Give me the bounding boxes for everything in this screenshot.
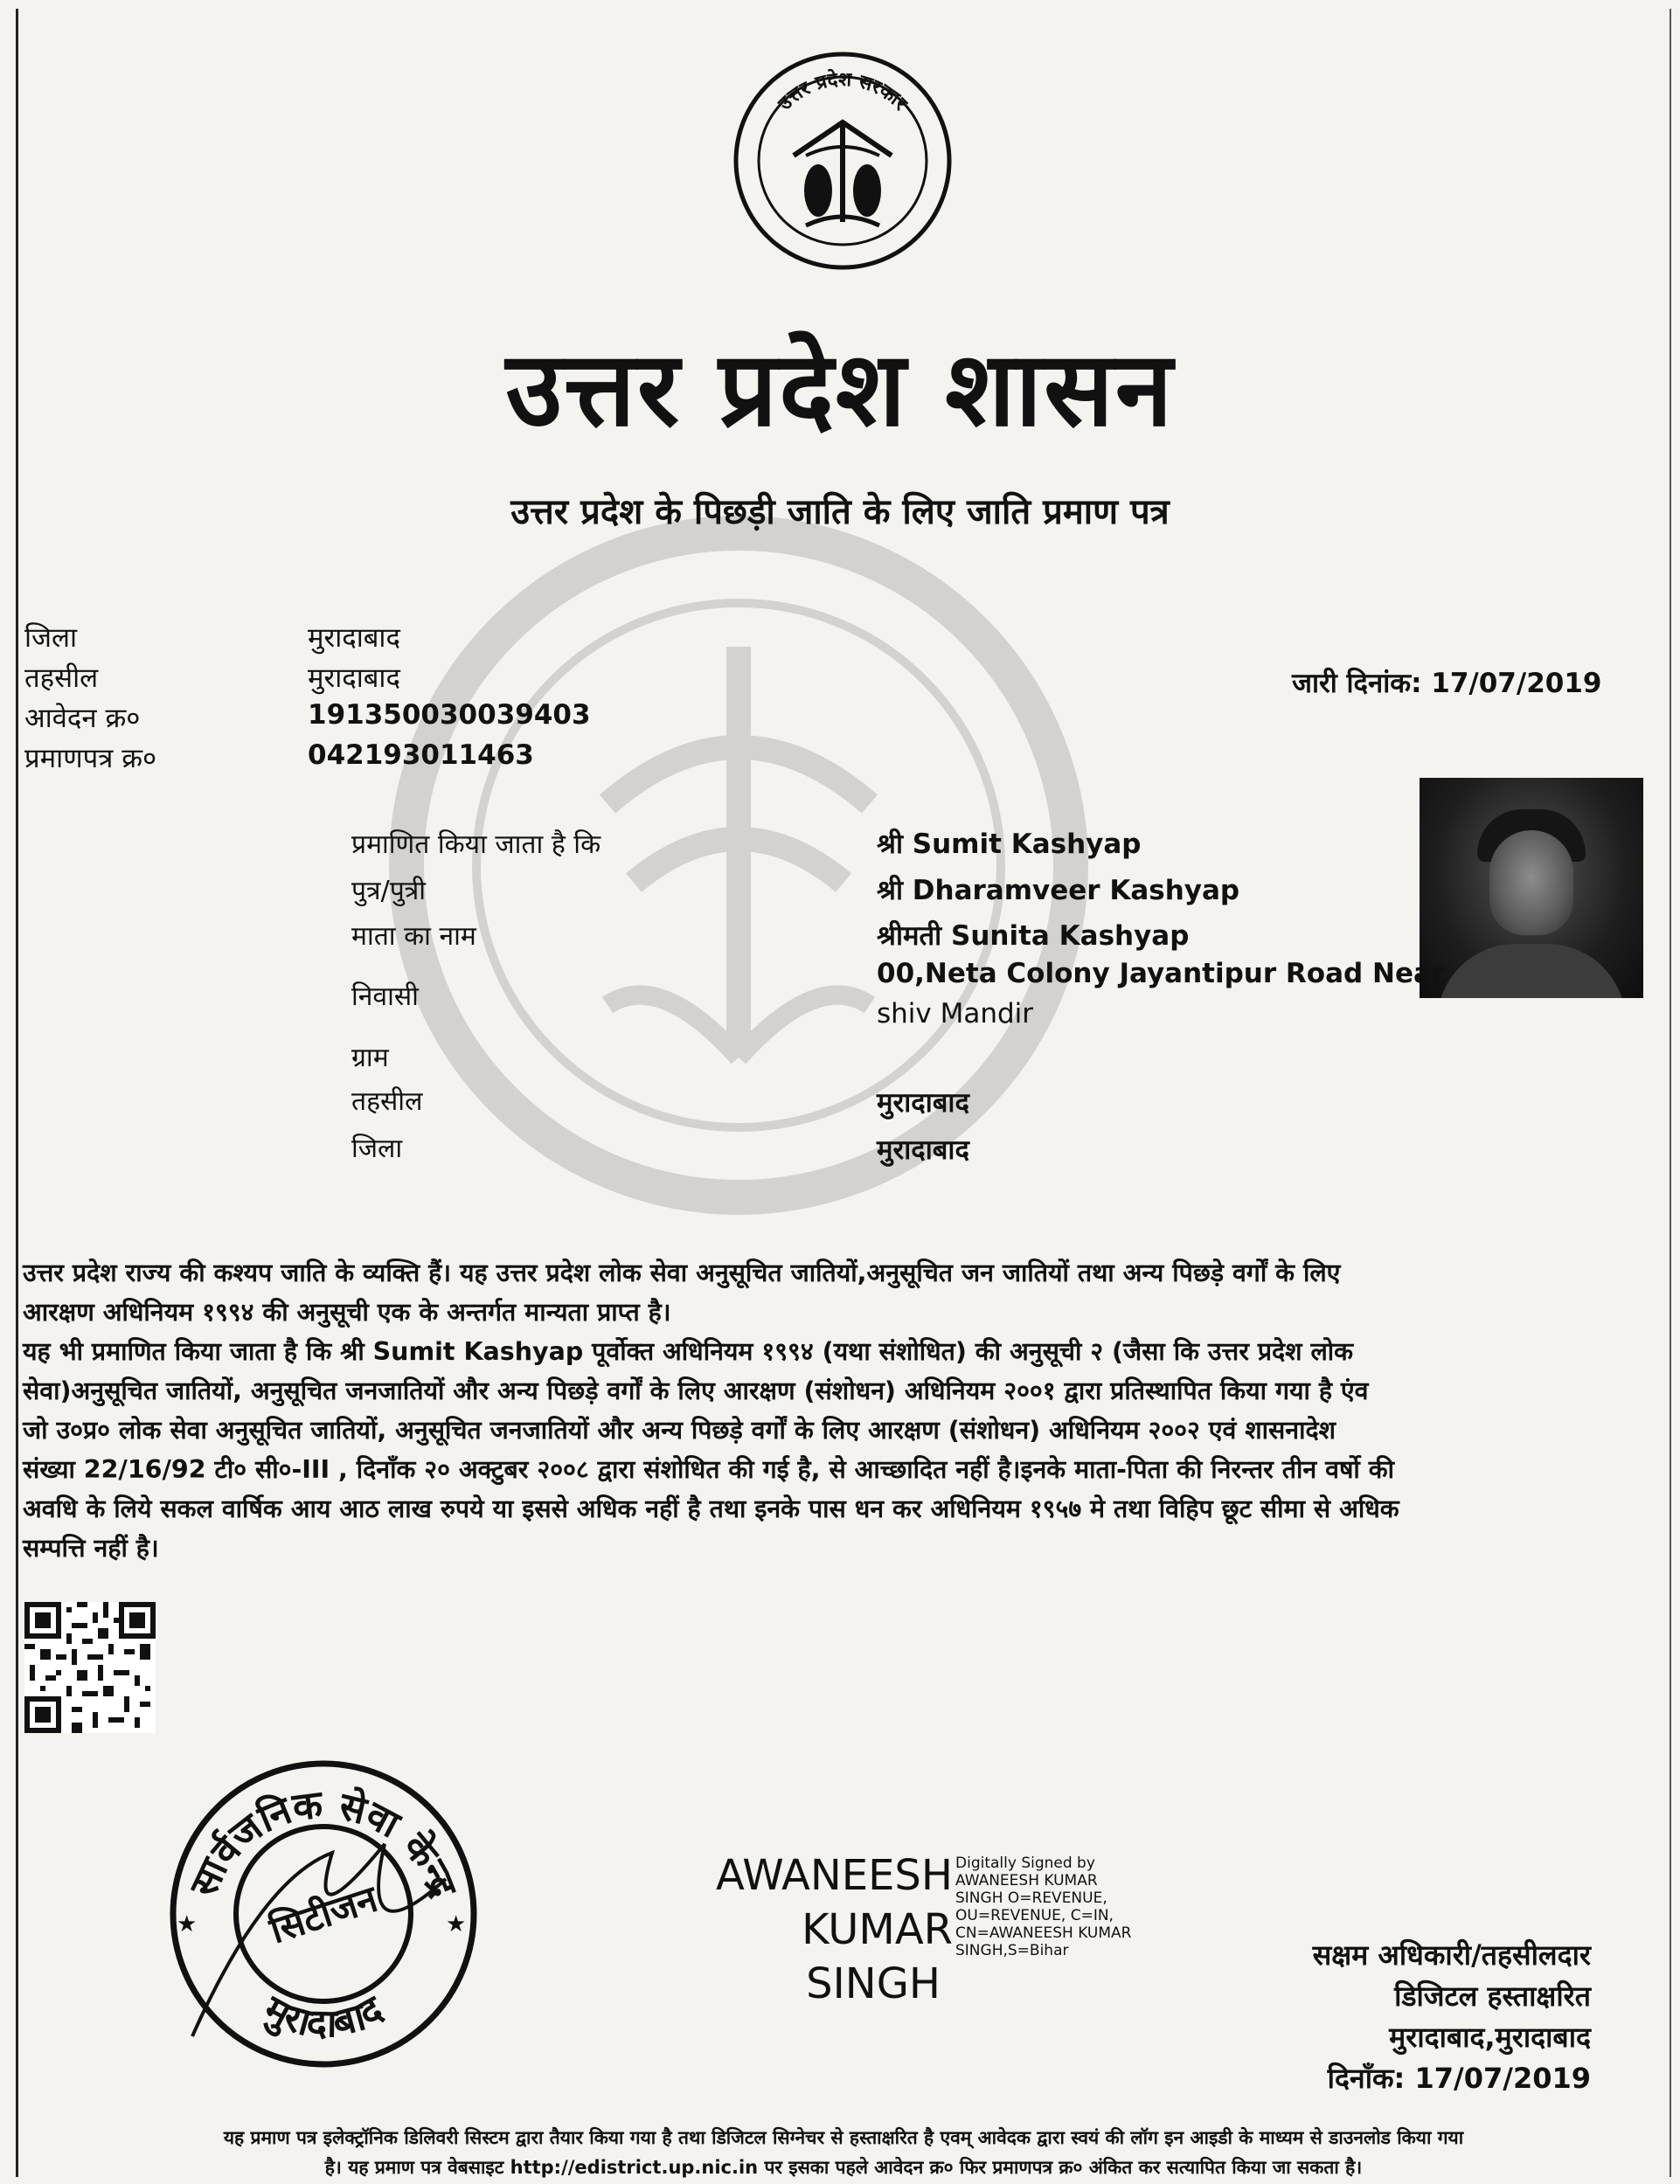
qr-code-icon [24,1602,156,1733]
officer-designation: सक्षम अधिकारी/तहसीलदार [1312,1938,1591,1972]
footer-line-2-suffix: पर इसका पहले आवेदन क्र० फिर प्रमाणपत्र क्र० अंकित कर सत्यापित किया जा सकता है। [764,2157,1363,2178]
svg-text:★: ★ [177,1911,198,1938]
officer-signed: डिजिटल हस्ताक्षरित [1394,1979,1591,2013]
certify-label: प्रमाणित किया जाता है कि [351,829,601,860]
certificate-number-label: प्रमाणपत्र क्र० [24,743,157,774]
district-value: मुरादाबाद [308,622,400,654]
signature-detail-line: Digitally Signed by [955,1855,1095,1872]
signature-detail-line: OU=REVENUE, C=IN, [955,1907,1114,1924]
address-line-2: shiv Mandir [877,998,1034,1030]
watermark-emblem-icon [345,516,1132,1215]
officer-date-label: दिनाँक: [1327,2062,1406,2095]
detail-district-value: मुरादाबाद [877,1134,969,1166]
signature-detail-line: AWANEESH KUMAR [955,1872,1098,1889]
tehsil-label: तहसील [24,662,99,694]
body-line-8: सम्पत्ति नहीं है। [23,1534,159,1563]
detail-district-label: जिला [351,1134,403,1164]
body-line-2: आरक्षण अधिनियम १९९४ की अनुसूची एक के अन्तर्गत मान्यता प्राप्त है। [23,1298,671,1327]
document-title: उत्तर प्रदेश शासन [505,329,1175,449]
signature-detail-line: SINGH,S=Bihar [955,1942,1069,1959]
resident-label: निवासी [351,981,419,1012]
issue-date-value: 17/07/2019 [1431,668,1602,699]
detail-tehsil-label: तहसील [351,1086,423,1117]
applicant-photo [1420,778,1643,998]
signer-last-name: SINGH [806,1959,941,2008]
body-line-1: उत्तर प्रदेश राज्य की कश्यप जाति के व्यक्ति हैं। यह उत्तर प्रदेश लोक सेवा अनुसूचित जातियों,अनुसूचित जन जातियों तथा अन्य पिछड़े वर्गों के लिए [23,1258,1341,1287]
digital-signature-details [955,1855,1183,1959]
body-line-7: अवधि के लिये सकल वार्षिक आय आठ लाख रुपये या इससे अधिक नहीं है तथा इनके पास धन कर अधिनियम १९५७ मे तथा विहिप छूट सीमा से अधिक [23,1494,1399,1523]
officer-date [1224,2059,1591,2097]
officer-date-value: 17/07/2019 [1414,2062,1591,2095]
seal-center-text: सिटीजन [264,1876,383,1952]
issue-date [1292,664,1601,701]
father-name: श्री Dharamveer Kashyap [877,875,1240,906]
seal-top-text: सार्वजनिक सेवा केन्द्र [181,1782,466,1903]
mother-label: माता का नाम [351,921,476,952]
verification-url-link[interactable]: http://edistrict.up.nic.in [510,2157,759,2178]
signature-detail-line: CN=AWANEESH KUMAR [955,1924,1132,1942]
svg-text:मुरादाबाद [255,1986,392,2047]
body-line-6: संख्या 22/16/92 टी० सी०-III , दिनाँक २० अक्टुबर २००८ द्वारा संशोधित की गई है, से आच्छादित नहीं है।इनके माता-पिता की निरन्तर तीन वर्षो की [23,1455,1395,1484]
certificate-number-value: 042193011463 [308,739,534,771]
up-government-emblem-icon [732,51,953,271]
child-of-label: पुत्र/पुत्री [351,876,427,906]
footer-line-2-prefix: है। यह प्रमाण पत्र वेबसाइट [324,2157,504,2178]
signer-first-name: AWANEESH [715,1851,953,1900]
mother-name: श्रीमती Sunita Kashyap [877,920,1190,952]
office-seal-stamp [157,1748,489,2080]
body-line-4: सेवा)अनुसूचित जातियों, अनुसूचित जनजातियों और अन्य पिछड़े वर्गों के लिए आरक्षण (संशोधन) अधिनियम २००१ द्वारा प्रतिस्थापित किया गया है एंव [23,1376,1369,1405]
tehsil-value: मुरादाबाद [308,662,400,694]
applicant-name: श्री Sumit Kashyap [877,829,1142,860]
seal-bottom-text: मुरादाबाद [256,1986,391,2047]
body-line-5: जो उ०प्र० लोक सेवा अनुसूचित जातियों, अनुसूचित जनजातियों और अन्य पिछड़े वर्गों के लिए आरक्षण (संशोधन) अधिनियम २००२ एवं शासनादेश [23,1416,1336,1445]
svg-text:★: ★ [446,1911,467,1938]
footer-line-1: यह प्रमाण पत्र इलेक्ट्रॉनिक डिलिवरी सिस्टम द्वारा तैयार किया गया है तथा डिजिटल सिग्नेचर से हस्ताक्षरित है एवम् आवेदक द्वारा स्वयं की लॉग इन आइडी के माध्यम से डाउनलोड किया गया [223,2127,1464,2148]
signature-detail-line: SINGH O=REVENUE, [955,1889,1107,1907]
detail-tehsil-value: मुरादाबाद [877,1087,969,1119]
application-number-value: 191350030039403 [308,699,591,731]
issue-date-label: जारी दिनांक: [1292,668,1422,699]
district-label: जिला [24,622,78,654]
certificate-subtitle: उत्तर प्रदेश के पिछड़ी जाति के लिए जाति प्रमाण पत्र [510,492,1170,532]
signer-middle-name: KUMAR [802,1905,953,1954]
body-line-3: यह भी प्रमाणित किया जाता है कि श्री Sumit Kashyap पूर्वोक्त अधिनियम १९९४ (यथा संशोधित) की अनुसूची २ (जैसा कि उत्तर प्रदेश लोक [23,1337,1354,1366]
village-label: ग्राम [351,1043,389,1073]
footer-line-2 [17,2155,1670,2180]
officer-place: मुरादाबाद,मुरादाबाद [1389,2021,1591,2054]
address-line-1: 00,Neta Colony Jayantipur Road Near [877,958,1446,989]
application-number-label: आवेदन क्र० [24,703,141,734]
emblem-text: उत्तर प्रदेश सरकार [774,68,912,115]
